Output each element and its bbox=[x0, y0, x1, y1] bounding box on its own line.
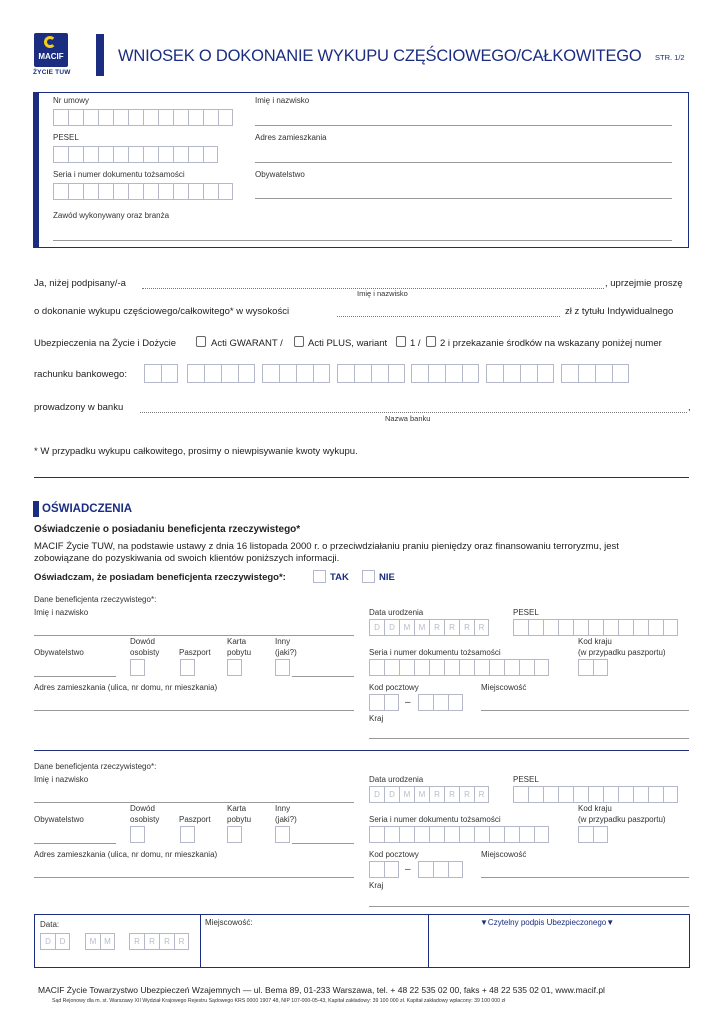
input-cell[interactable] bbox=[595, 364, 612, 383]
beneficiary1-id-doc-label: Seria i numer dokumentu tożsamości bbox=[369, 648, 501, 657]
beneficiary1-country-code-field[interactable] bbox=[578, 659, 608, 676]
beneficiary1-postal-dash: – bbox=[405, 697, 411, 708]
beneficiary2-address-label: Adres zamieszkania (ulica, nr domu, nr mieszkania) bbox=[34, 850, 218, 859]
input-cell[interactable] bbox=[578, 364, 595, 383]
input-cell[interactable] bbox=[459, 659, 474, 676]
declarations-accent-bar bbox=[33, 501, 39, 517]
section-divider bbox=[34, 477, 689, 478]
beneficiary2-other-checkbox[interactable] bbox=[275, 826, 290, 843]
beneficiary1-id-card-label2: osobisty bbox=[130, 648, 160, 657]
beneficiary1-passport-label: Paszport bbox=[179, 648, 211, 657]
input-cell[interactable] bbox=[429, 659, 444, 676]
beneficiary1-id-doc-field[interactable] bbox=[369, 659, 549, 676]
input-cell[interactable] bbox=[53, 109, 68, 126]
beneficiary2-residence-card-label1: Karta bbox=[227, 804, 247, 813]
input-cell[interactable]: M bbox=[100, 933, 115, 950]
header-accent-bar bbox=[96, 34, 104, 76]
bank-account-group-4[interactable] bbox=[337, 364, 405, 383]
input-cell[interactable] bbox=[433, 861, 448, 878]
input-cell[interactable] bbox=[98, 109, 113, 126]
logo-ring-icon bbox=[44, 36, 56, 48]
beneficiary1-other-label1: Inny bbox=[275, 637, 291, 646]
input-cell[interactable] bbox=[489, 659, 504, 676]
input-cell[interactable] bbox=[313, 364, 330, 383]
input-cell[interactable] bbox=[414, 826, 429, 843]
input-cell[interactable] bbox=[558, 786, 573, 803]
beneficiary2-id-card-label1: Dowód bbox=[130, 804, 155, 813]
citizenship-field[interactable] bbox=[255, 198, 672, 199]
input-cell[interactable] bbox=[648, 786, 663, 803]
beneficial-owner-question: Oświadczam, że posiadam beneficjenta rzeczywistego*: bbox=[34, 572, 286, 583]
input-cell[interactable] bbox=[203, 109, 218, 126]
input-cell[interactable] bbox=[418, 861, 433, 878]
input-cell[interactable] bbox=[113, 183, 128, 200]
input-cell[interactable]: R bbox=[144, 933, 159, 950]
input-cell[interactable] bbox=[296, 364, 313, 383]
input-cell[interactable] bbox=[204, 364, 221, 383]
input-cell[interactable] bbox=[113, 109, 128, 126]
input-cell[interactable] bbox=[593, 659, 608, 676]
beneficiary1-country-field[interactable] bbox=[369, 738, 689, 739]
beneficiary2-country-code-label1: Kod kraju bbox=[578, 804, 612, 813]
footer-company-line: MACIF Życie Towarzystwo Ubezpieczeń Wzajemnych — ul. Bema 89, 01-233 Warszawa, tel. + 48 22 535 02 00, faks + 48 22 535 02 01, www.macif.pl bbox=[38, 985, 605, 995]
input-cell[interactable] bbox=[593, 826, 608, 843]
bank-name-comma: , bbox=[688, 402, 691, 413]
input-cell[interactable]: R bbox=[444, 786, 459, 803]
withdrawal-amount-label: o dokonanie wykupu częściowego/całkowitego* w wysokości bbox=[34, 306, 290, 317]
input-cell[interactable] bbox=[561, 364, 578, 383]
beneficiary1-birthdate-field[interactable] bbox=[369, 619, 489, 636]
pesel-label: PESEL bbox=[53, 133, 79, 142]
input-cell[interactable] bbox=[633, 619, 648, 636]
name-caption: Imię i nazwisko bbox=[357, 289, 408, 298]
beneficiary1-country-label: Kraj bbox=[369, 714, 384, 723]
bank-account-group-5[interactable] bbox=[411, 364, 479, 383]
input-cell[interactable] bbox=[459, 826, 474, 843]
input-cell[interactable]: R bbox=[474, 619, 489, 636]
beneficiary1-address-label: Adres zamieszkania (ulica, nr domu, nr mieszkania) bbox=[34, 683, 218, 692]
signature-place-field[interactable] bbox=[202, 928, 424, 964]
input-cell[interactable]: R bbox=[129, 933, 144, 950]
beneficiary2-citizenship-label: Obywatelstwo bbox=[34, 815, 84, 824]
beneficiary2-city-label: Miejscowość bbox=[481, 850, 527, 859]
id-document-label: Seria i numer dokumentu tożsamości bbox=[53, 170, 185, 179]
footer-registry-line: Sąd Rejonowy dla m. st. Warszawy XII Wydział Krajowego Rejestru Sądowego KRS 0000 1907 48, NIP 107-000-05-43, Kapitał zakładowy: 39 100 000 zł. Kapitał zakładowy wpłacony: 39 100 000 zł bbox=[52, 998, 506, 1004]
input-cell[interactable] bbox=[371, 364, 388, 383]
input-cell[interactable] bbox=[384, 659, 399, 676]
full-withdrawal-note: * W przypadku wykupu całkowitego, prosimy o niewpisywanie kwoty wykupu. bbox=[34, 446, 358, 457]
input-cell[interactable] bbox=[369, 659, 384, 676]
tak-checkbox[interactable] bbox=[313, 570, 326, 583]
logo-text: MACIF bbox=[38, 52, 64, 61]
address-label: Adres zamieszkania bbox=[255, 133, 327, 142]
logo-subtitle: ŻYCIE TUW bbox=[33, 69, 71, 76]
beneficiary2-country-code-field[interactable] bbox=[578, 826, 608, 843]
input-cell[interactable] bbox=[558, 619, 573, 636]
input-cell[interactable] bbox=[187, 364, 204, 383]
bank-account-group-2[interactable] bbox=[187, 364, 255, 383]
input-cell[interactable]: D bbox=[55, 933, 70, 950]
input-cell[interactable] bbox=[537, 364, 554, 383]
input-cell[interactable] bbox=[462, 364, 479, 383]
beneficiary1-citizenship-label: Obywatelstwo bbox=[34, 648, 84, 657]
input-cell[interactable]: R bbox=[474, 786, 489, 803]
input-cell[interactable] bbox=[528, 619, 543, 636]
input-cell[interactable] bbox=[354, 364, 371, 383]
signature-date-label: Data: bbox=[40, 920, 60, 929]
beneficiary2-name-label: Imię i nazwisko bbox=[34, 775, 89, 784]
statement-intro: Ja, niżej podpisany/-a bbox=[34, 278, 126, 289]
beneficiary2-id-card-checkbox[interactable] bbox=[130, 826, 145, 843]
input-cell[interactable] bbox=[648, 619, 663, 636]
input-cell[interactable] bbox=[144, 364, 161, 383]
input-cell[interactable] bbox=[428, 364, 445, 383]
box-accent-bar bbox=[33, 92, 39, 248]
input-cell[interactable] bbox=[384, 826, 399, 843]
input-cell[interactable] bbox=[143, 183, 158, 200]
contract-number-label: Nr umowy bbox=[53, 96, 90, 105]
aml-paragraph-line1: MACIF Życie TUW, na podstawie ustawy z dnia 16 listopada 2000 r. o przeciwdziałaniu praniu pieniędzy oraz finansowaniu terroryzmu, jest bbox=[34, 541, 619, 552]
beneficiary2-postal-field-b[interactable] bbox=[418, 861, 463, 878]
beneficiary2-birthdate-field[interactable] bbox=[369, 786, 489, 803]
beneficiary1-id-card-label1: Dowód bbox=[130, 637, 155, 646]
variant-2-checkbox[interactable] bbox=[426, 336, 436, 347]
beneficiary1-citizenship-field[interactable] bbox=[34, 676, 116, 677]
beneficiary1-city-field[interactable] bbox=[481, 710, 689, 711]
beneficiary1-postal-field-b[interactable] bbox=[418, 694, 463, 711]
beneficiary1-postal-label: Kod pocztowy bbox=[369, 683, 419, 692]
beneficiary2-birthdate-label: Data urodzenia bbox=[369, 775, 424, 784]
beneficiary1-residence-card-label2: pobytu bbox=[227, 648, 252, 657]
input-cell[interactable] bbox=[218, 183, 233, 200]
input-cell[interactable]: R bbox=[459, 619, 474, 636]
occupation-label: Zawód wykonywany oraz branża bbox=[53, 211, 170, 220]
input-cell[interactable] bbox=[543, 619, 558, 636]
input-cell[interactable] bbox=[83, 109, 98, 126]
input-cell[interactable]: R bbox=[174, 933, 189, 950]
beneficiary1-passport-checkbox[interactable] bbox=[180, 659, 195, 676]
statement-request: , uprzejmie proszę bbox=[605, 278, 683, 289]
input-cell[interactable] bbox=[188, 109, 203, 126]
contract-number-field[interactable] bbox=[53, 109, 233, 126]
bank-account-group-7[interactable] bbox=[561, 364, 629, 383]
acti-gwarant-checkbox[interactable] bbox=[196, 336, 206, 347]
bank-account-group-3[interactable] bbox=[262, 364, 330, 383]
input-cell[interactable]: R bbox=[429, 619, 444, 636]
beneficiary1-other-field[interactable] bbox=[292, 676, 354, 677]
input-cell[interactable] bbox=[444, 826, 459, 843]
beneficiary2-postal-label: Kod pocztowy bbox=[369, 850, 419, 859]
signature-table-divider-1 bbox=[200, 915, 201, 967]
input-cell[interactable] bbox=[98, 146, 113, 163]
nie-checkbox[interactable] bbox=[362, 570, 375, 583]
input-cell[interactable] bbox=[203, 146, 218, 163]
beneficiary1-title: Dane beneficjenta rzeczywistego*: bbox=[34, 595, 157, 604]
input-cell[interactable] bbox=[143, 109, 158, 126]
beneficiary2-residence-card-label2: pobytu bbox=[227, 815, 252, 824]
input-cell[interactable]: D bbox=[369, 786, 384, 803]
beneficiary1-other-checkbox[interactable] bbox=[275, 659, 290, 676]
input-cell[interactable] bbox=[83, 183, 98, 200]
input-cell[interactable]: M bbox=[414, 786, 429, 803]
input-cell[interactable] bbox=[128, 183, 143, 200]
variant-1-checkbox[interactable] bbox=[396, 336, 406, 347]
bank-name-field[interactable] bbox=[140, 412, 687, 413]
variant-1-label: 1 / bbox=[410, 338, 421, 349]
input-cell[interactable]: D bbox=[40, 933, 55, 950]
input-cell[interactable] bbox=[83, 146, 98, 163]
input-cell[interactable] bbox=[173, 183, 188, 200]
beneficiary1-birthdate-label: Data urodzenia bbox=[369, 608, 424, 617]
input-cell[interactable] bbox=[444, 659, 459, 676]
input-cell[interactable] bbox=[448, 861, 463, 878]
input-cell[interactable] bbox=[543, 786, 558, 803]
input-cell[interactable] bbox=[474, 659, 489, 676]
input-cell[interactable] bbox=[369, 694, 384, 711]
input-cell[interactable] bbox=[618, 786, 633, 803]
acti-gwarant-label: Acti GWARANT / bbox=[211, 338, 283, 349]
occupation-field[interactable] bbox=[53, 240, 672, 241]
beneficiary1-pesel-field[interactable] bbox=[513, 619, 678, 636]
input-cell[interactable]: R bbox=[159, 933, 174, 950]
input-cell[interactable] bbox=[504, 659, 519, 676]
beneficiary2-id-card-label2: osobisty bbox=[130, 815, 160, 824]
beneficiary2-citizenship-field[interactable] bbox=[34, 843, 116, 844]
signature-table-divider-2 bbox=[428, 915, 429, 967]
input-cell[interactable] bbox=[578, 826, 593, 843]
input-cell[interactable] bbox=[188, 183, 203, 200]
input-cell[interactable] bbox=[603, 619, 618, 636]
page-title: WNIOSEK O DOKONANIE WYKUPU CZĘŚCIOWEGO/CAŁKOWITEGO bbox=[118, 47, 642, 65]
input-cell[interactable] bbox=[588, 619, 603, 636]
input-cell[interactable] bbox=[143, 146, 158, 163]
bank-account-group-6[interactable] bbox=[486, 364, 554, 383]
input-cell[interactable] bbox=[384, 861, 399, 878]
bank-account-group-1[interactable] bbox=[144, 364, 178, 383]
input-cell[interactable] bbox=[534, 826, 549, 843]
beneficiary1-id-card-checkbox[interactable] bbox=[130, 659, 145, 676]
signature-place-label: Miejscowość: bbox=[205, 918, 253, 927]
bank-name-caption: Nazwa banku bbox=[385, 414, 431, 423]
beneficiary2-country-field[interactable] bbox=[369, 906, 689, 907]
input-cell[interactable] bbox=[238, 364, 255, 383]
beneficiary2-postal-field-a[interactable] bbox=[369, 861, 399, 878]
input-cell[interactable] bbox=[158, 146, 173, 163]
input-cell[interactable] bbox=[158, 109, 173, 126]
page-number: STR. 1/2 bbox=[655, 53, 685, 62]
beneficiary2-name-field[interactable] bbox=[34, 802, 354, 803]
tak-label: TAK bbox=[330, 572, 349, 583]
signature-date-field-year[interactable] bbox=[129, 933, 189, 950]
signature-label: ▼Czytelny podpis Ubezpieczonego▼ bbox=[480, 918, 615, 927]
macif-logo bbox=[34, 33, 68, 67]
input-cell[interactable] bbox=[618, 619, 633, 636]
input-cell[interactable] bbox=[388, 364, 405, 383]
input-cell[interactable]: D bbox=[384, 786, 399, 803]
input-cell[interactable]: M bbox=[85, 933, 100, 950]
input-cell[interactable] bbox=[445, 364, 462, 383]
input-cell[interactable] bbox=[98, 183, 113, 200]
input-cell[interactable]: D bbox=[384, 619, 399, 636]
acti-plus-label: Acti PLUS, wariant bbox=[308, 338, 388, 349]
beneficiary2-postal-dash: – bbox=[405, 864, 411, 875]
signature-date-field-day[interactable] bbox=[40, 933, 70, 950]
input-cell[interactable] bbox=[53, 183, 68, 200]
input-cell[interactable] bbox=[414, 659, 429, 676]
beneficiary1-name-label: Imię i nazwisko bbox=[34, 608, 89, 617]
input-cell[interactable]: D bbox=[369, 619, 384, 636]
input-cell[interactable] bbox=[474, 826, 489, 843]
input-cell[interactable] bbox=[128, 146, 143, 163]
beneficiary2-passport-checkbox[interactable] bbox=[180, 826, 195, 843]
input-cell[interactable] bbox=[411, 364, 428, 383]
input-cell[interactable] bbox=[68, 183, 83, 200]
input-cell[interactable] bbox=[369, 826, 384, 843]
input-cell[interactable] bbox=[262, 364, 279, 383]
input-cell[interactable] bbox=[573, 786, 588, 803]
beneficiary-divider bbox=[34, 750, 689, 751]
variant-2-label: 2 i przekazanie środków na wskazany poniżej numer bbox=[440, 338, 662, 349]
input-cell[interactable] bbox=[528, 786, 543, 803]
input-cell[interactable] bbox=[384, 694, 399, 711]
input-cell[interactable] bbox=[218, 109, 233, 126]
beneficiary1-pesel-label: PESEL bbox=[513, 608, 539, 617]
input-cell[interactable] bbox=[173, 146, 188, 163]
address-field[interactable] bbox=[255, 162, 672, 163]
input-cell[interactable] bbox=[203, 183, 218, 200]
input-cell[interactable] bbox=[513, 619, 528, 636]
input-cell[interactable] bbox=[173, 109, 188, 126]
input-cell[interactable] bbox=[161, 364, 178, 383]
input-cell[interactable] bbox=[489, 826, 504, 843]
input-cell[interactable] bbox=[399, 826, 414, 843]
input-cell[interactable]: M bbox=[399, 786, 414, 803]
beneficiary2-pesel-label: PESEL bbox=[513, 775, 539, 784]
signature-field[interactable] bbox=[431, 928, 687, 964]
beneficiary2-pesel-field[interactable] bbox=[513, 786, 678, 803]
acti-plus-checkbox[interactable] bbox=[294, 336, 304, 347]
beneficiary1-name-field[interactable] bbox=[34, 635, 354, 636]
beneficiary2-title: Dane beneficjenta rzeczywistego*: bbox=[34, 762, 157, 771]
input-cell[interactable] bbox=[68, 146, 83, 163]
input-cell[interactable] bbox=[588, 786, 603, 803]
beneficiary1-postal-field-a[interactable] bbox=[369, 694, 399, 711]
input-cell[interactable] bbox=[418, 694, 433, 711]
beneficiary2-city-field[interactable] bbox=[481, 877, 689, 878]
beneficiary2-country-code-label2: (w przypadku paszportu) bbox=[578, 815, 666, 824]
input-cell[interactable] bbox=[663, 786, 678, 803]
input-cell[interactable]: M bbox=[414, 619, 429, 636]
input-cell[interactable]: R bbox=[429, 786, 444, 803]
input-cell[interactable] bbox=[158, 183, 173, 200]
input-cell[interactable]: M bbox=[399, 619, 414, 636]
input-cell[interactable] bbox=[573, 619, 588, 636]
name-field[interactable] bbox=[255, 125, 672, 126]
beneficiary1-country-code-label2: (w przypadku paszportu) bbox=[578, 648, 666, 657]
input-cell[interactable]: R bbox=[459, 786, 474, 803]
input-cell[interactable] bbox=[448, 694, 463, 711]
beneficiary1-other-label2: (jaki?) bbox=[275, 648, 297, 657]
amount-field[interactable] bbox=[337, 316, 560, 317]
input-cell[interactable] bbox=[113, 146, 128, 163]
beneficiary1-address-field[interactable] bbox=[34, 710, 354, 711]
beneficiary1-country-code-label1: Kod kraju bbox=[578, 637, 612, 646]
input-cell[interactable] bbox=[513, 786, 528, 803]
input-cell[interactable] bbox=[429, 826, 444, 843]
input-cell[interactable] bbox=[519, 826, 534, 843]
input-cell[interactable] bbox=[68, 109, 83, 126]
beneficiary2-id-doc-label: Seria i numer dokumentu tożsamości bbox=[369, 815, 501, 824]
input-cell[interactable] bbox=[519, 659, 534, 676]
input-cell[interactable] bbox=[504, 826, 519, 843]
beneficiary2-other-label2: (jaki?) bbox=[275, 815, 297, 824]
input-cell[interactable]: R bbox=[444, 619, 459, 636]
beneficiary2-other-label1: Inny bbox=[275, 804, 291, 813]
input-cell[interactable] bbox=[188, 146, 203, 163]
input-cell[interactable] bbox=[221, 364, 238, 383]
input-cell[interactable] bbox=[399, 659, 414, 676]
input-cell[interactable] bbox=[520, 364, 537, 383]
beneficiary2-other-field[interactable] bbox=[292, 843, 354, 844]
input-cell[interactable] bbox=[663, 619, 678, 636]
id-document-field[interactable] bbox=[53, 183, 233, 200]
input-cell[interactable] bbox=[486, 364, 503, 383]
beneficiary2-address-field[interactable] bbox=[34, 877, 354, 878]
beneficiary1-residence-card-label1: Karta bbox=[227, 637, 247, 646]
input-cell[interactable] bbox=[128, 109, 143, 126]
currency-text: zł z tytułu Indywidualnego bbox=[565, 306, 674, 317]
input-cell[interactable] bbox=[534, 659, 549, 676]
nie-label: NIE bbox=[379, 572, 395, 583]
input-cell[interactable] bbox=[279, 364, 296, 383]
bank-account-label: rachunku bankowego: bbox=[34, 369, 127, 380]
input-cell[interactable] bbox=[337, 364, 354, 383]
input-cell[interactable] bbox=[633, 786, 648, 803]
beneficiary2-id-doc-field[interactable] bbox=[369, 826, 549, 843]
declarations-heading: OŚWIADCZENIA bbox=[42, 503, 133, 515]
input-cell[interactable] bbox=[503, 364, 520, 383]
input-cell[interactable] bbox=[603, 786, 618, 803]
input-cell[interactable] bbox=[369, 861, 384, 878]
input-cell[interactable] bbox=[612, 364, 629, 383]
beneficial-owner-heading: Oświadczenie o posiadaniu beneficjenta rzeczywistego* bbox=[34, 524, 301, 535]
input-cell[interactable] bbox=[578, 659, 593, 676]
input-cell[interactable] bbox=[433, 694, 448, 711]
insurance-product-text: Ubezpieczenia na Życie i Dożycie bbox=[34, 338, 177, 349]
citizenship-label: Obywatelstwo bbox=[255, 170, 305, 179]
input-cell[interactable] bbox=[53, 146, 68, 163]
beneficiary1-city-label: Miejscowość bbox=[481, 683, 527, 692]
bank-name-label: prowadzony w banku bbox=[34, 402, 124, 413]
name-label: Imię i nazwisko bbox=[255, 96, 310, 105]
signature-date-field-month[interactable] bbox=[85, 933, 115, 950]
beneficiary2-passport-label: Paszport bbox=[179, 815, 211, 824]
aml-paragraph-line2: zobowiązane do pozyskiwania od swoich klientów poniższych informacji. bbox=[34, 553, 340, 564]
beneficiary2-country-label: Kraj bbox=[369, 881, 384, 890]
beneficiary1-residence-card-checkbox[interactable] bbox=[227, 659, 242, 676]
beneficiary2-residence-card-checkbox[interactable] bbox=[227, 826, 242, 843]
pesel-field[interactable] bbox=[53, 146, 218, 163]
